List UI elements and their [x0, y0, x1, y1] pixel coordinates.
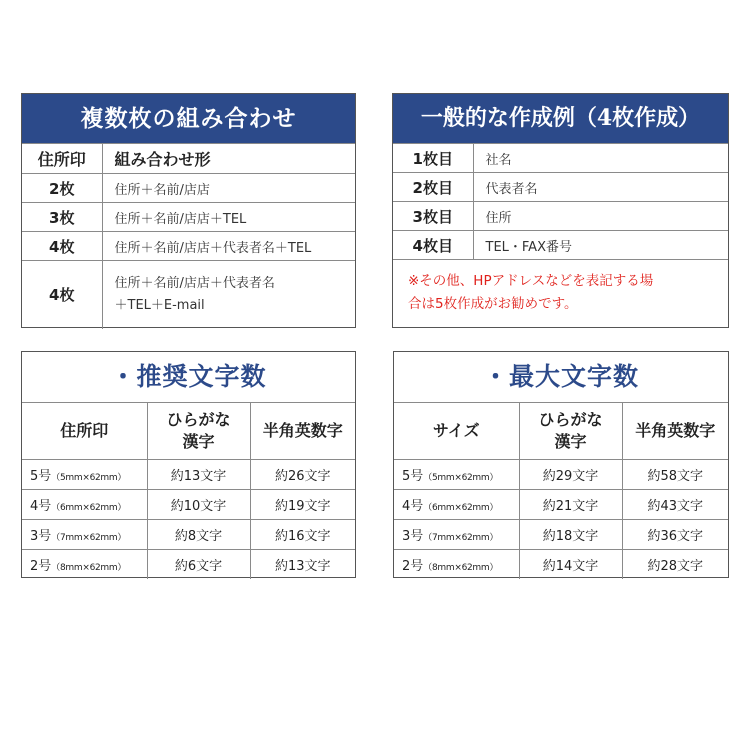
size-label: 4号: [30, 498, 52, 514]
table-row: [394, 459, 728, 489]
note-line1: ※その他、HPアドレスなどを表記する場: [408, 273, 654, 289]
table-row: [22, 174, 355, 203]
size-cell: [22, 549, 147, 579]
table-header-row: [394, 403, 728, 459]
kana-count: 約8文字: [147, 519, 250, 549]
alnum-count: 約19文字: [250, 489, 355, 519]
example-title: 一般的な作成例（4枚作成）: [393, 94, 728, 143]
alnum-count: 約28文字: [622, 549, 728, 579]
size-label: 5号: [402, 468, 424, 484]
size-label: 3号: [402, 528, 424, 544]
column-header-stamp: 住所印: [22, 403, 147, 459]
sheet-label: 4枚目: [393, 231, 473, 260]
size-dimension: （6mm×62mm）: [51, 502, 127, 513]
table-row: [22, 203, 355, 232]
size-label: 2号: [30, 558, 52, 574]
column-header-size: サイズ: [394, 403, 519, 459]
combination-text: [102, 261, 355, 329]
size-cell: [394, 459, 519, 489]
sheet-label: 3枚目: [393, 202, 473, 231]
column-header-alnum: 半角英数字: [622, 403, 728, 459]
sheet-content: 代表者名: [473, 173, 728, 202]
table-row: [22, 519, 355, 549]
kana-count: 約10文字: [147, 489, 250, 519]
sheet-content: TEL・FAX番号: [473, 231, 728, 260]
size-cell: [22, 519, 147, 549]
table-row: [393, 144, 728, 173]
kana-count: 約13文字: [147, 459, 250, 489]
table-row: [22, 549, 355, 579]
size-dimension: （7mm×62mm）: [423, 532, 499, 543]
size-dimension: （7mm×62mm）: [51, 532, 127, 543]
example-panel: [392, 93, 729, 328]
column-header-stamp: 住所印: [22, 144, 102, 174]
alnum-count: 約58文字: [622, 459, 728, 489]
combination-text: 住所＋名前/店店＋代表者名＋TEL: [102, 232, 355, 261]
table-row: [22, 459, 355, 489]
maximum-title: ・最大文字数: [394, 352, 728, 403]
size-dimension: （8mm×62mm）: [423, 562, 499, 573]
size-cell: [22, 489, 147, 519]
kana-header-line2: 漢字: [182, 431, 215, 451]
kana-header-line1: ひらがな: [538, 409, 603, 429]
stamp-count: 3枚: [22, 203, 102, 232]
combination-table-panel: [21, 93, 356, 328]
size-label: 3号: [30, 528, 52, 544]
combination-table: [22, 143, 355, 329]
table-row: [22, 261, 355, 329]
combination-text: 住所＋名前/店店: [102, 174, 355, 203]
stamp-count: 4枚: [22, 261, 102, 329]
size-dimension: （5mm×62mm）: [423, 472, 499, 483]
combination-title: 複数枚の組み合わせ: [22, 94, 355, 143]
kana-count: 約29文字: [519, 459, 622, 489]
column-header-kana: [147, 403, 250, 459]
kana-count: 約18文字: [519, 519, 622, 549]
size-cell: [394, 549, 519, 579]
stamp-count: 4枚: [22, 232, 102, 261]
size-label: 2号: [402, 558, 424, 574]
column-header-alnum: 半角英数字: [250, 403, 355, 459]
combination-text: 住所＋名前/店店＋TEL: [102, 203, 355, 232]
sheet-label: 2枚目: [393, 173, 473, 202]
size-dimension: （5mm×62mm）: [51, 472, 127, 483]
maximum-table: [394, 403, 728, 579]
table-row: [393, 173, 728, 202]
sheet-label: 1枚目: [393, 144, 473, 173]
table-row: [22, 489, 355, 519]
table-row: [22, 232, 355, 261]
table-row: [393, 202, 728, 231]
combination-text-line2: ＋TEL＋E-mail: [114, 297, 205, 313]
column-header-combination: 組み合わせ形: [102, 144, 355, 174]
sheet-content: 社名: [473, 144, 728, 173]
alnum-count: 約43文字: [622, 489, 728, 519]
table-row: [393, 231, 728, 260]
recommendation-note: [393, 260, 728, 316]
size-label: 5号: [30, 468, 52, 484]
sheet-content: 住所: [473, 202, 728, 231]
combination-text-line1: 住所＋名前/店店＋代表者名: [114, 275, 275, 291]
column-header-kana: [519, 403, 622, 459]
table-row: [394, 549, 728, 579]
recommended-title: ・推奨文字数: [22, 352, 355, 403]
alnum-count: 約26文字: [250, 459, 355, 489]
kana-count: 約21文字: [519, 489, 622, 519]
table-row: [394, 519, 728, 549]
maximum-chars-panel: [393, 351, 729, 578]
example-table: [393, 143, 728, 260]
size-dimension: （6mm×62mm）: [423, 502, 499, 513]
size-dimension: （8mm×62mm）: [51, 562, 127, 573]
recommended-table: [22, 403, 355, 579]
alnum-count: 約16文字: [250, 519, 355, 549]
table-header-row: [22, 403, 355, 459]
recommended-chars-panel: [21, 351, 356, 578]
kana-header-line1: ひらがな: [166, 409, 231, 429]
table-header-row: [22, 144, 355, 174]
kana-count: 約14文字: [519, 549, 622, 579]
size-label: 4号: [402, 498, 424, 514]
size-cell: [394, 489, 519, 519]
table-row: [394, 489, 728, 519]
size-cell: [394, 519, 519, 549]
alnum-count: 約36文字: [622, 519, 728, 549]
kana-header-line2: 漢字: [554, 431, 587, 451]
note-line2: 合は5枚作成がお勧めです。: [408, 296, 578, 312]
size-cell: [22, 459, 147, 489]
alnum-count: 約13文字: [250, 549, 355, 579]
stamp-count: 2枚: [22, 174, 102, 203]
kana-count: 約6文字: [147, 549, 250, 579]
